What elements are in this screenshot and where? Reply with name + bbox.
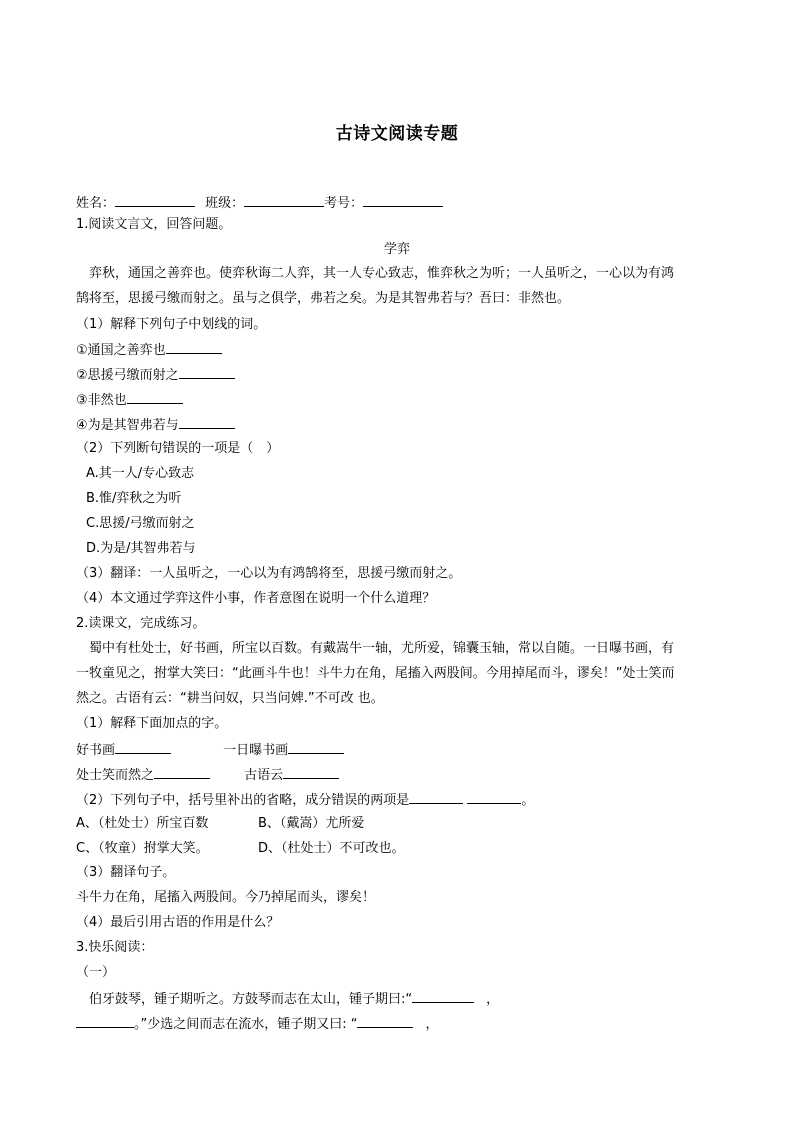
word-text: 好书画 — [76, 743, 116, 758]
name-blank[interactable] — [115, 193, 195, 207]
q1-option-a[interactable]: A.其一人/专心致志 — [86, 466, 195, 481]
q2-word-row — [76, 740, 726, 760]
answer-blank[interactable] — [357, 1014, 413, 1028]
answer-blank[interactable] — [467, 790, 521, 804]
item-text: ④为是其智弗若与 — [76, 418, 179, 433]
q2-option-a[interactable]: A、（杜处士）所宝百数 — [76, 816, 209, 831]
q1-passage-line: 鹄将至，思援弓缴而射之。虽与之俱学，弗若之矣。为是其智弗若与？吾曰：非然也。 — [76, 291, 571, 306]
q1-sub2: （2）下列断句错误的一项是（ ） — [76, 441, 280, 456]
q2-sub3: （3）翻译句子。 — [76, 865, 176, 880]
exam-label: 考号： — [324, 196, 364, 211]
answer-blank[interactable] — [409, 790, 463, 804]
q1-item1 — [76, 340, 726, 360]
answer-blank[interactable] — [166, 340, 222, 354]
q2-options-row — [76, 815, 726, 833]
word-text: 古语云 — [244, 768, 284, 783]
sub2-text: （2）下列句子中，括号里补出的省略，成分错误的两项是 — [76, 793, 410, 808]
line-end: ， — [486, 992, 500, 1007]
item-text: ①通国之善弈也 — [76, 343, 166, 358]
q1-passage-title: 学弈 — [383, 242, 410, 257]
page-title: 古诗文阅读专题 — [335, 124, 459, 144]
q2-passage-line: 一牧童见之，拊掌大笑曰：“此画斗牛也！斗牛力在角，尾搐入两股间。今用掉尾而斗，谬矣！”处士笑而 — [76, 666, 675, 681]
line-text: 。”少选之间而志在流水，锺子期又曰: “ — [134, 1017, 358, 1032]
line-end: ， — [425, 1017, 439, 1032]
student-info-line — [76, 193, 726, 213]
q2-options-row — [76, 840, 726, 858]
q2-sub2 — [76, 790, 726, 810]
q2-option-c[interactable]: C、（牧童）拊掌大笑。 — [76, 841, 209, 856]
q1-item3 — [76, 390, 726, 410]
q1-passage-line: 弈秋，通国之善弈也。使弈秋诲二人弈，其一人专心致志，惟弈秋之为听；一人虽听之，一心以为有鸿 — [76, 266, 675, 281]
q3-line2 — [76, 1014, 726, 1034]
answer-blank[interactable] — [283, 765, 339, 779]
name-label: 姓名： — [76, 196, 116, 211]
line-text: 伯牙鼓琴，锺子期听之。方鼓琴而志在太山，锺子期曰:“ — [76, 992, 413, 1007]
q3-part: （一） — [76, 965, 116, 980]
class-label: 班级： — [205, 196, 245, 211]
q1-item4 — [76, 415, 726, 435]
q2-option-b[interactable]: B、（戴嵩）尤所爱 — [258, 816, 365, 831]
q2-passage-line: 然之。古语有云：“耕当问奴，只当问婢.”不可改 也。 — [76, 691, 384, 706]
item-text: ③非然也 — [76, 393, 127, 408]
q1-item2 — [76, 365, 726, 385]
q1-option-d[interactable]: D.为是/其智弗若与 — [86, 541, 196, 556]
answer-blank[interactable] — [179, 415, 235, 429]
q1-sub4: （4）本文通过学弈这件小事，作者意图在说明一个什么道理？ — [76, 591, 436, 606]
q2-option-d[interactable]: D、（杜处士）不可改也。 — [258, 841, 405, 856]
q2-heading: 2.读课文，完成练习。 — [76, 616, 206, 631]
answer-blank[interactable] — [76, 1014, 134, 1028]
q2-word-row — [76, 765, 726, 785]
q3-heading: 3.快乐阅读： — [76, 940, 154, 955]
q2-sub4: （4）最后引用古语的作用是什么？ — [76, 915, 280, 930]
q1-sub3: （3）翻译：一人虽听之，一心以为有鸿鹄将至，思援弓缴而射之。 — [76, 566, 462, 581]
item-text: ②思援弓缴而射之 — [76, 368, 179, 383]
q1-option-c[interactable]: C.思援/弓缴而射之 — [86, 516, 195, 531]
word-text: 处士笑而然之 — [76, 768, 155, 783]
q2-sentence: 斗牛力在角，尾搐入两股间。今乃掉尾而头，谬矣！ — [76, 890, 376, 905]
class-blank[interactable] — [244, 193, 324, 207]
exam-blank[interactable] — [363, 193, 443, 207]
sub2-end: 。 — [521, 793, 535, 808]
q2-sub1: （1）解释下面加点的字。 — [76, 716, 228, 731]
q3-line1 — [76, 989, 726, 1009]
q1-option-b[interactable]: B.惟/弈秋之为听 — [86, 491, 182, 506]
q1-sub1: （1）解释下列句子中划线的词。 — [76, 317, 267, 332]
answer-blank[interactable] — [127, 390, 183, 404]
q1-heading: 1.阅读文言文，回答问题。 — [76, 217, 232, 232]
answer-blank[interactable] — [288, 740, 344, 754]
answer-blank[interactable] — [179, 365, 235, 379]
answer-blank[interactable] — [115, 740, 171, 754]
q2-passage-line: 蜀中有杜处士，好书画，所宝以百数。有戴嵩牛一轴，尤所爱，锦囊玉轴，常以自随。一日曝书画，有 — [76, 641, 675, 656]
answer-blank[interactable] — [412, 989, 474, 1003]
word-text: 一日曝书画 — [223, 743, 289, 758]
answer-blank[interactable] — [154, 765, 210, 779]
